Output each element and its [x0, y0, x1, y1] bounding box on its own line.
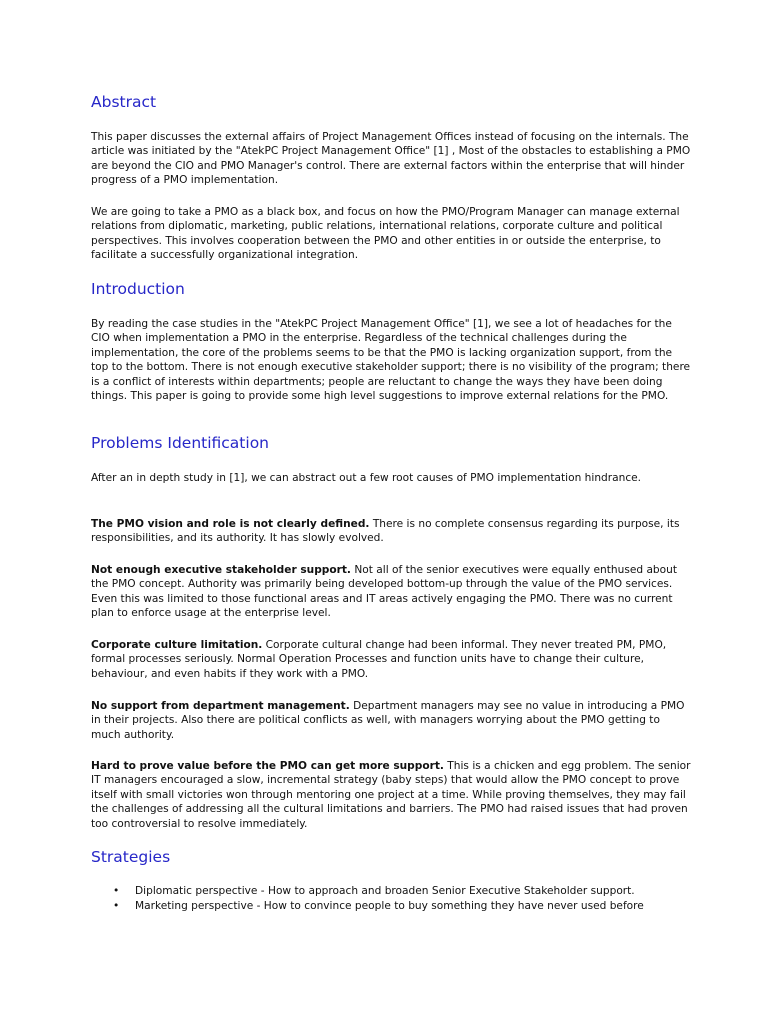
introduction-paragraph: By reading the case studies in the "AtekPC Project Management Office" [1], we see a lot of headaches for the CIO when implementation a PMO in the enterprise. Regardless of the technical challenges during the implementation, the core of the problems seems to be that the PMO is lacking organization support, from the top to the bottom. There is not enough executive stakeholder support; there is no visibility of the program; there is a conflict of interests within departments; people are reluctant to change the ways they have been doing things. This paper is going to provide some high level suggestions to improve external relations for the PMO. — [91, 318, 691, 403]
problem-item-lead: Corporate culture limitation. — [91, 639, 263, 651]
abstract-paragraph-2: We are going to take a PMO as a black box, and focus on how the PMO/Program Manager can manage external relations from diplomatic, marketing, public relations, international relations, corporate culture and political perspectives. This involves cooperation between the PMO and other entities in or outside the enterprise, to facilitate a successfully organizational integration. — [91, 206, 680, 262]
problem-item-text: There is no complete consensus regarding its purpose, its responsibilities, and its authority. It has slowly evolved. — [91, 518, 680, 545]
abstract-paragraph-1: This paper discusses the external affairs of Project Management Offices instead of focusing on the internals. The article was initiated by the "AtekPC Project Management Office" [1] , Most of the obstacles to establishing a PMO are beyond the CIO and PMO Manager's control. There are external factors within the enterprise that will hinder progress of a PMO implementation. — [91, 131, 691, 187]
problem-item — [91, 699, 691, 742]
problem-item-text: Not all of the senior executives were equally enthused about the PMO concept. Authority was primarily being developed bottom-up through the value of the PMO services. Even this was limited to those functional areas and IT areas actively engaging the PMO. There was no current plan to enforce usage at the enterprise level. — [91, 564, 678, 620]
problem-item-lead: Hard to prove value before the PMO can get more support. — [91, 760, 444, 772]
problem-item-lead: No support from department management. — [91, 700, 350, 712]
problem-item — [91, 563, 691, 621]
problem-item — [91, 517, 691, 546]
problem-item-lead: Not enough executive stakeholder support. — [91, 564, 351, 576]
problem-item-lead: The PMO vision and role is not clearly defined. — [91, 518, 370, 530]
problem-item — [91, 638, 691, 681]
section-heading-abstract: Abstract — [91, 93, 157, 111]
bullet-icon: • — [113, 885, 120, 897]
problem-item — [91, 759, 691, 831]
section-heading-introduction: Introduction — [91, 280, 185, 298]
list-item-text: Diplomatic perspective - How to approach and broaden Senior Executive Stakeholder support. — [135, 885, 635, 897]
strategies-list — [91, 884, 691, 915]
list-item — [91, 884, 691, 898]
problem-item-text: Corporate cultural change had been informal. They never treated PM, PMO, formal processes seriously. Normal Operation Processes and function units have to change their culture, behaviour, and even habits if they work with a PMO. — [91, 639, 667, 680]
problem-item-text: Department managers may see no value in introducing a PMO in their projects. Also there are political conflicts as well, with managers worrying about the PMO getting to much authority. — [91, 700, 685, 741]
problems-intro-paragraph: After an in depth study in [1], we can abstract out a few root causes of PMO implementation hindrance. — [91, 472, 642, 484]
problem-item-text: This is a chicken and egg problem. The senior IT managers encouraged a slow, incremental strategy (baby steps) that would allow the PMO concept to prove itself with small victories won through mentoring one project at a time. While proving themselves, they may fail the challenges of addressing all the cultural limitations and barriers. The PMO had raised issues that had proven too controversial to resolve immediately. — [91, 760, 691, 830]
list-item-text: Marketing perspective - How to convince people to buy something they have never used before — [135, 900, 644, 913]
bullet-icon: • — [113, 900, 120, 913]
section-heading-strategies: Strategies — [91, 848, 171, 866]
section-heading-problems: Problems Identification — [91, 434, 270, 452]
list-item — [91, 899, 691, 913]
